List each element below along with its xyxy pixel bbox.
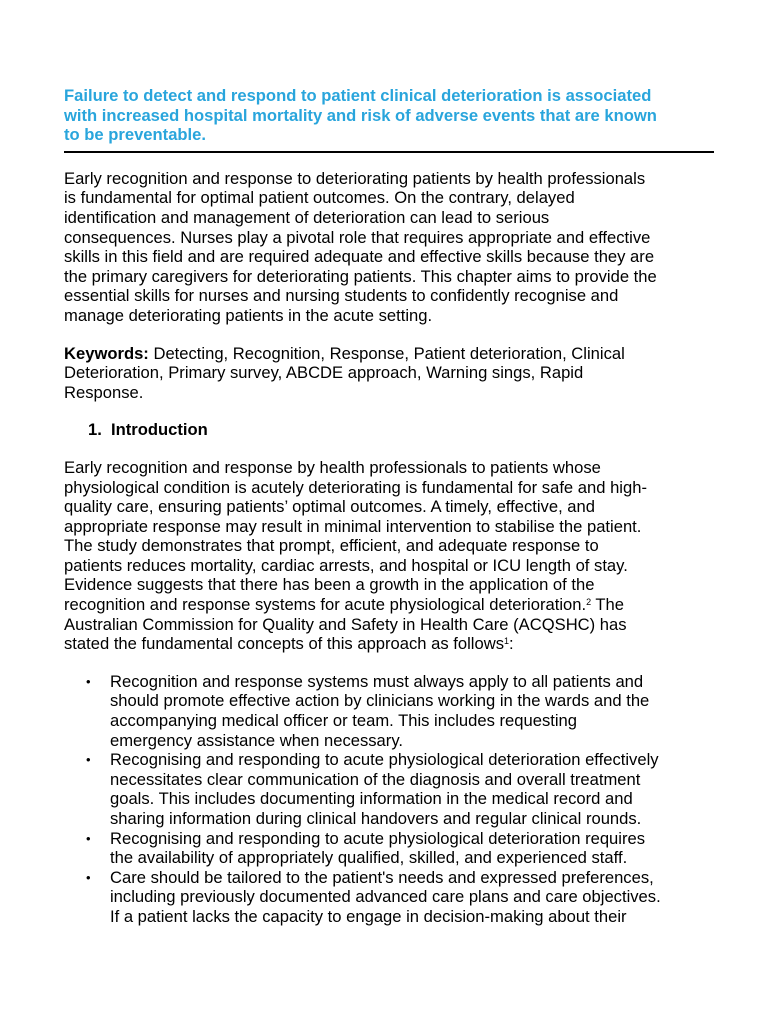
introduction-paragraph <box>64 458 714 654</box>
bullet-item <box>64 750 714 828</box>
bullet-marker: • <box>86 830 91 846</box>
bullet-line: Recognising and responding to acute physiological deterioration effectively <box>110 750 659 770</box>
intro-line: appropriate response may result in minimal intervention to stabilise the patient. <box>64 516 642 536</box>
bullet-line: sharing information during clinical handovers and regular clinical rounds. <box>110 809 642 828</box>
intro-text: The <box>591 595 624 615</box>
summary-line: essential skills for nurses and nursing students to confidently recognise and <box>64 286 619 306</box>
bullet-line: If a patient lacks the capacity to engage in decision-making about their <box>110 906 627 926</box>
bullet-line: goals. This includes documenting information in the medical record and <box>110 789 633 809</box>
intro-line <box>64 634 714 654</box>
abstract-heading <box>64 86 714 145</box>
citation-superscript: 2 <box>586 597 592 608</box>
keywords-line <box>64 344 714 364</box>
intro-line: The study demonstrates that prompt, efficient, and adequate response to <box>64 536 599 556</box>
section-title: Introduction <box>111 420 208 440</box>
intro-line: patients reduces mortality, cardiac arrests, and hospital or ICU length of stay. <box>64 555 628 575</box>
summary-line: the primary caregivers for deteriorating patients. This chapter aims to provide the <box>64 266 657 286</box>
bullet-item <box>64 829 714 868</box>
keywords-paragraph <box>64 344 714 403</box>
citation-superscript: 1 <box>504 636 510 647</box>
intro-text: : <box>509 634 514 654</box>
intro-line: physiological condition is acutely deteriorating is fundamental for safe and high- <box>64 477 647 497</box>
bullet-line: emergency assistance when necessary. <box>110 730 403 750</box>
abstract-heading-line: to be preventable. <box>64 125 207 145</box>
bullet-line: Recognising and responding to acute physiological deterioration requires <box>110 828 646 848</box>
section-heading <box>88 420 714 440</box>
intro-text: stated the fundamental concepts of this approach as follows <box>64 634 505 654</box>
intro-line: Early recognition and response by health professionals to patients whose <box>64 457 601 477</box>
keywords-line: Response. <box>64 382 144 402</box>
keywords-line: Deterioration, Primary survey, ABCDE approach, Warning sings, Rapid <box>64 363 584 383</box>
horizontal-divider <box>64 151 714 153</box>
bullet-line: the availability of appropriately qualified, skilled, and experienced staff. <box>110 848 628 868</box>
abstract-heading-line: with increased hospital mortality and risk of adverse events that are known <box>64 105 657 125</box>
intro-line <box>64 595 714 615</box>
document-page <box>64 86 714 927</box>
abstract-heading-line: Failure to detect and respond to patient clinical deterioration is associated <box>64 86 652 105</box>
bullet-marker: • <box>86 673 91 689</box>
summary-line: identification and management of deterioration can lead to serious <box>64 207 550 227</box>
intro-text: recognition and response systems for acute physiological deterioration. <box>64 595 587 615</box>
keywords-label: Keywords: <box>64 343 149 363</box>
intro-line: Australian Commission for Quality and Safety in Health Care (ACQSHC) has <box>64 614 627 634</box>
summary-line: Early recognition and response to deteriorating patients by health professionals <box>64 168 646 188</box>
summary-paragraph <box>64 169 714 326</box>
bullet-line: Recognition and response systems must always apply to all patients and <box>110 671 644 691</box>
summary-line: manage deteriorating patients in the acute setting. <box>64 305 433 325</box>
intro-line: quality care, ensuring patients’ optimal outcomes. A timely, effective, and <box>64 497 595 517</box>
bullet-line: including previously documented advanced care plans and care objectives. <box>110 887 661 907</box>
bullet-item <box>64 672 714 750</box>
concepts-bullet-list <box>64 672 714 927</box>
bullet-marker: • <box>86 869 91 885</box>
summary-line: consequences. Nurses play a pivotal role that requires appropriate and effective <box>64 227 651 247</box>
summary-line: skills in this field and are required adequate and effective skills because they are <box>64 247 655 267</box>
bullet-marker: • <box>86 752 91 768</box>
bullet-line: should promote effective action by clinicians working in the wards and the <box>110 691 650 711</box>
bullet-line: necessitates clear communication of the diagnosis and overall treatment <box>110 769 641 789</box>
intro-line: Evidence suggests that there has been a growth in the application of the <box>64 575 595 595</box>
keywords-text: Detecting, Recognition, Response, Patient deterioration, Clinical <box>148 343 625 363</box>
bullet-line: accompanying medical officer or team. This includes requesting <box>110 711 578 731</box>
section-number: 1. <box>88 420 102 440</box>
summary-line: is fundamental for optimal patient outcomes. On the contrary, delayed <box>64 188 575 208</box>
bullet-item <box>64 868 714 927</box>
bullet-line: Care should be tailored to the patient's needs and expressed preferences, <box>110 867 654 887</box>
